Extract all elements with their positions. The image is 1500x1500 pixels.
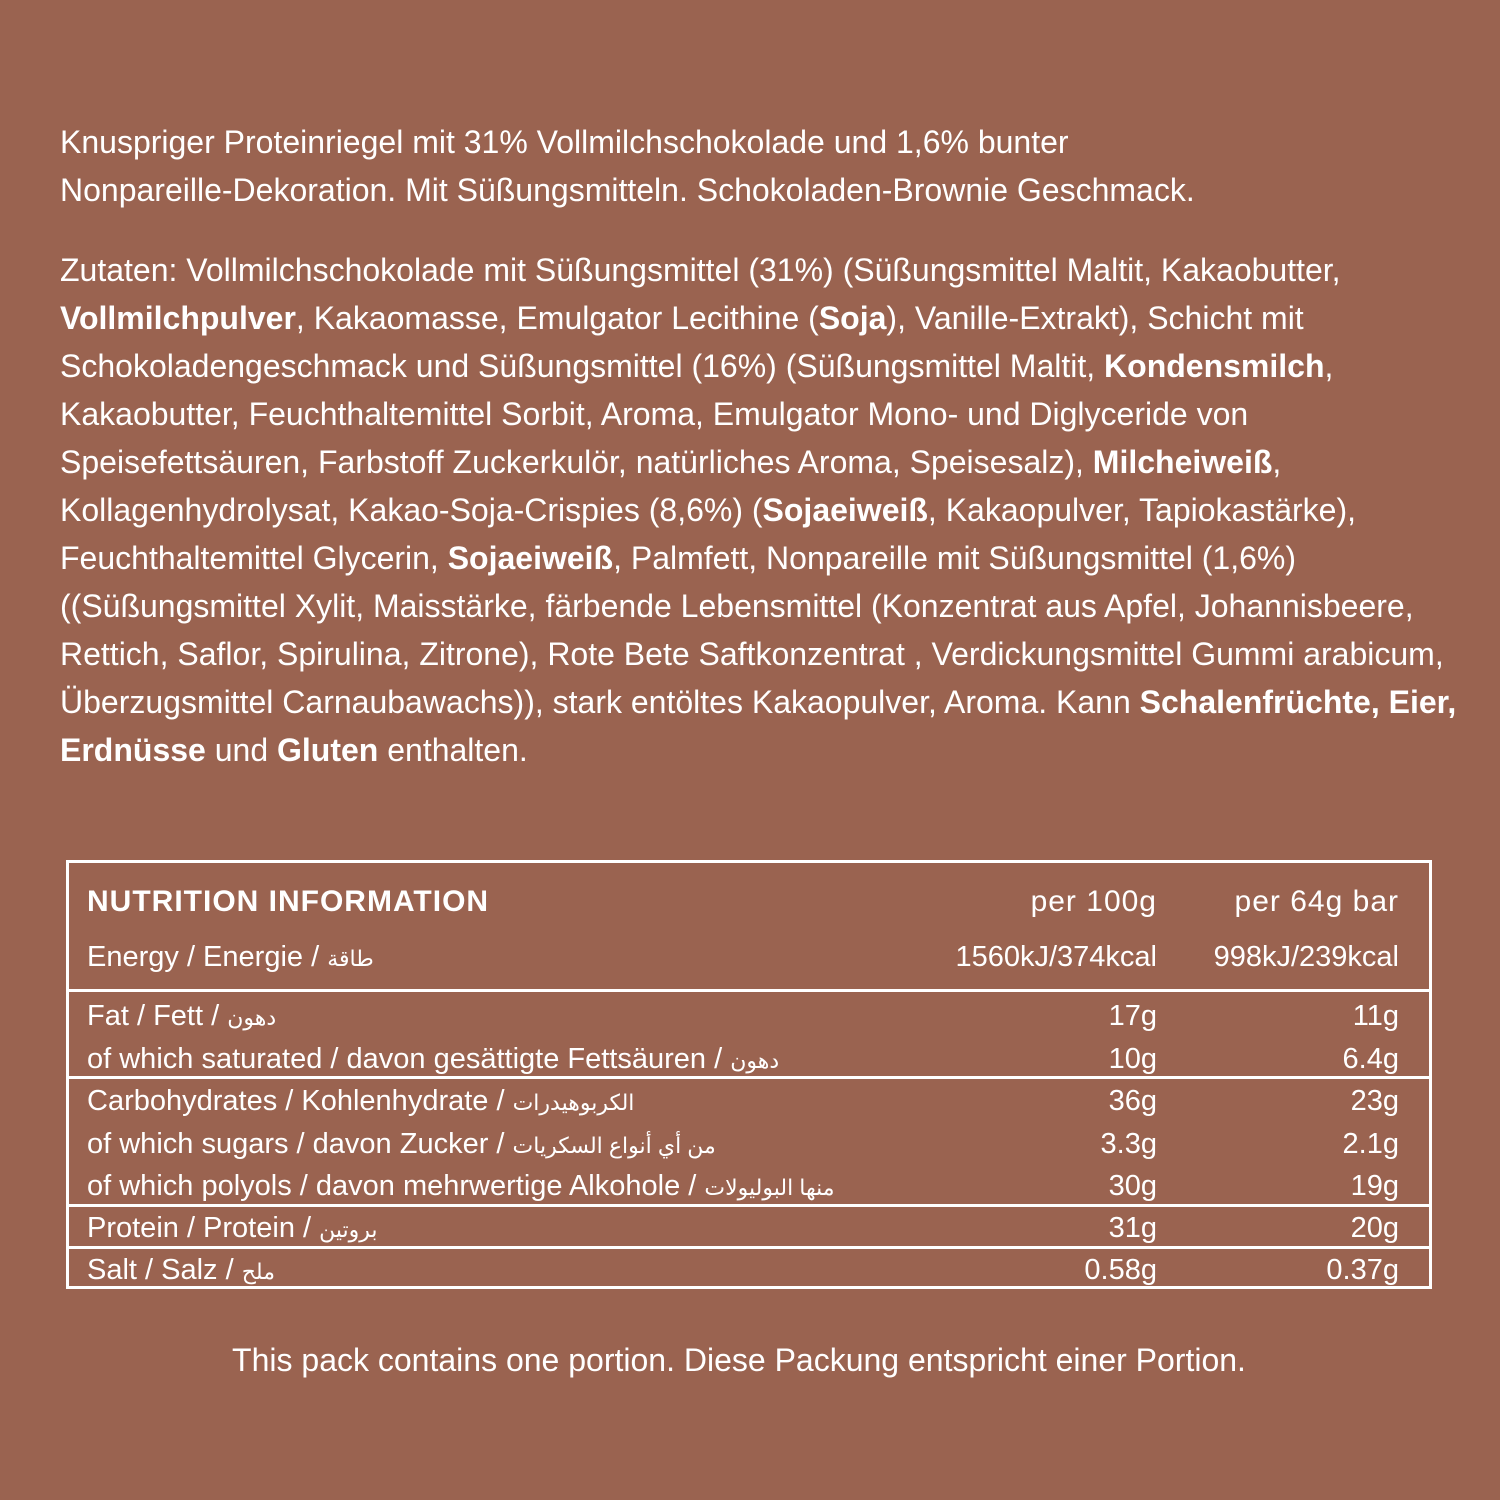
ingredients-segment: Zutaten: Vollmilchschokolade mit Süßungsmittel (31%) (Süßungsmittel Maltit, Kakaobutter, bbox=[60, 252, 1341, 288]
row-sugars-per-bar: 2.1g bbox=[1342, 1128, 1399, 1160]
row-saturated-label: of which saturated / davon gesättigte Fettsäuren / دهون bbox=[87, 1043, 780, 1075]
row-salt-per-100g: 0.58g bbox=[1084, 1254, 1157, 1286]
row-saturated-per-100g: 10g bbox=[1108, 1043, 1157, 1075]
ingredients-segment: ), Vanille-Extrakt), Schicht mit Schokoladengeschmack und Süßungsmittel (16%) (Süßungsmittel Maltit, bbox=[60, 300, 1304, 384]
row-energy-per-bar: 998kJ/239kcal bbox=[1213, 941, 1399, 973]
row-carbohydrates-label: Carbohydrates / Kohlenhydrate / الكربوهيدرات bbox=[87, 1085, 635, 1117]
ingredients-segment: , Kakaopulver, Tapiokastärke), Feuchthaltemittel Glycerin, bbox=[60, 492, 1357, 576]
row-protein-per-bar: 20g bbox=[1350, 1212, 1399, 1244]
row-fat-label: Fat / Fett / دهون bbox=[87, 1000, 277, 1032]
ingredients-segment: , Kakaobutter, Feuchthaltemittel Sorbit, Aroma, Emulgator Mono- und Diglyceride von Speisefettsäuren, Farbstoff Zuckerkulör, natürliches Aroma, Speisesalz), bbox=[60, 348, 1334, 480]
row-sugars-per-100g: 3.3g bbox=[1100, 1128, 1157, 1160]
ingredients-segment: , Palmfett, Nonpareille mit Süßungsmittel (1,6%) ((Süßungsmittel Xylit, Maisstärke, färbende Lebensmittel (Konzentrat aus Apfel, Johannisbeere, Rettich, Saflor, Spirulina, Zitrone), Rote Bete Saftkonzentrat , Verdickungsmittel Gummi arabicum, Überzugsmittel Carnaubawachs)), stark entöltes Kakaopulver, Aroma. Kann bbox=[60, 540, 1444, 720]
allergen-traces: Schalenfrüchte, Eier, Erdnüsse bbox=[60, 684, 1457, 768]
row-salt-label: Salt / Salz / ملح bbox=[87, 1254, 276, 1286]
row-polyols-label: of which polyols / davon mehrwertige Alkohole / منها البوليولات bbox=[87, 1170, 835, 1202]
row-polyols-per-bar: 19g bbox=[1350, 1170, 1399, 1202]
ingredients-segment: enthalten. bbox=[378, 732, 528, 768]
portion-note: This pack contains one portion. Diese Packung entspricht einer Portion. bbox=[232, 1342, 1246, 1378]
nutrition-title: NUTRITION INFORMATION bbox=[87, 885, 490, 918]
row-fat-per-bar: 11g bbox=[1352, 1000, 1399, 1032]
row-sugars-label: of which sugars / davon Zucker / من أي أنواع السكريات bbox=[87, 1128, 716, 1160]
row-protein-label: Protein / Protein / بروتين bbox=[87, 1212, 378, 1244]
ingredients-segment: , Kakaomasse, Emulgator Lecithine ( bbox=[295, 300, 819, 336]
allergen-milk-protein: Milcheiweiß bbox=[1092, 444, 1273, 480]
table-divider bbox=[69, 1204, 1429, 1207]
ingredients-segment: , Kollagenhydrolysat, Kakao-Soja-Crispies (8,6%) ( bbox=[60, 444, 1282, 528]
allergen-milk-powder: Vollmilchpulver bbox=[60, 300, 296, 336]
allergen-soy-protein: Sojaeiweiß bbox=[447, 540, 614, 576]
description-line-1: Knuspriger Proteinriegel mit 31% Vollmilchschokolade und 1,6% bunter bbox=[60, 124, 1069, 160]
row-energy-per-100g: 1560kJ/374kcal bbox=[955, 941, 1157, 973]
table-divider bbox=[69, 1076, 1429, 1079]
allergen-soy: Soja bbox=[818, 300, 887, 336]
allergen-soy-protein: Sojaeiweiß bbox=[762, 492, 928, 528]
row-fat-per-100g: 17g bbox=[1108, 1000, 1157, 1032]
row-saturated-per-bar: 6.4g bbox=[1342, 1043, 1399, 1075]
row-carbohydrates-per-bar: 23g bbox=[1350, 1085, 1399, 1117]
description-line-2: Nonpareille-Dekoration. Mit Süßungsmitteln. Schokoladen-Brownie Geschmack. bbox=[60, 172, 1195, 208]
ingredients-text bbox=[60, 246, 1460, 774]
table-divider bbox=[69, 1246, 1429, 1249]
table-divider bbox=[69, 989, 1429, 992]
row-protein-per-100g: 31g bbox=[1108, 1212, 1157, 1244]
row-polyols-per-100g: 30g bbox=[1108, 1170, 1157, 1202]
row-carbohydrates-per-100g: 36g bbox=[1108, 1085, 1157, 1117]
row-energy-label: Energy / Energie / طاقة bbox=[87, 941, 374, 973]
ingredients-segment: und bbox=[205, 732, 277, 768]
allergen-condensed-milk: Kondensmilch bbox=[1104, 348, 1325, 384]
row-salt-per-bar: 0.37g bbox=[1326, 1254, 1399, 1286]
column-header-per-100g: per 100g bbox=[1030, 885, 1157, 918]
nutrition-table bbox=[66, 860, 1432, 1289]
column-header-per-bar: per 64g bar bbox=[1234, 885, 1399, 918]
product-description bbox=[60, 118, 1460, 214]
allergen-gluten: Gluten bbox=[277, 732, 379, 768]
